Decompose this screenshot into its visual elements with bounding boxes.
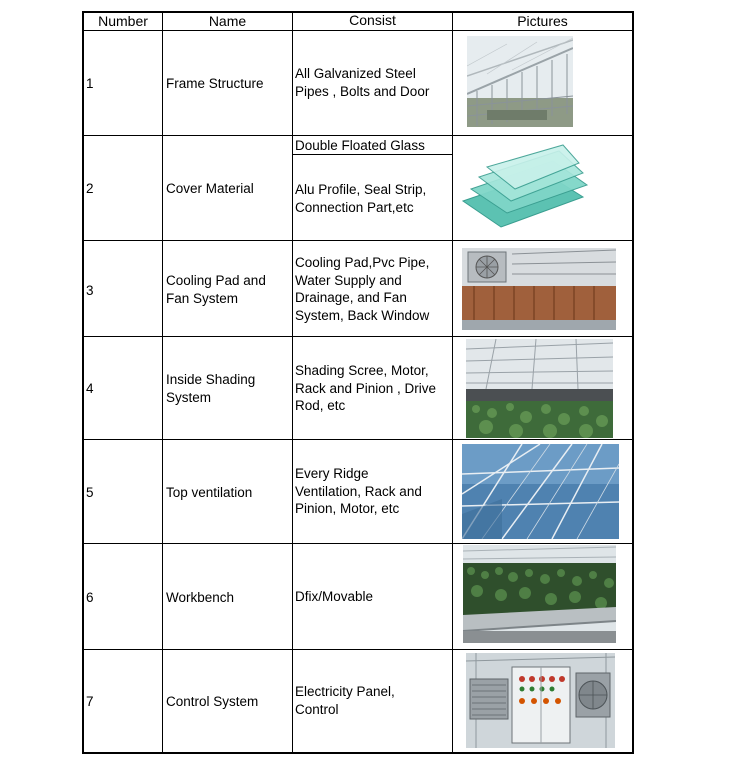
glass-panels-photo bbox=[459, 143, 589, 233]
row-number: 4 bbox=[86, 381, 94, 396]
column-divider bbox=[162, 11, 163, 754]
control-panel-photo bbox=[466, 653, 615, 748]
row-consist: Shading Scree, Motor, Rack and Pinion , Drive Rod, etc bbox=[295, 363, 437, 413]
row-number: 1 bbox=[86, 76, 94, 91]
header-pictures: Pictures bbox=[517, 13, 568, 29]
row-consist-top: Double Floated Glass bbox=[295, 138, 425, 153]
row-consist: Cooling Pad,Pvc Pipe, Water Supply and Drainage, and Fan System, Back Window bbox=[295, 255, 430, 323]
header-divider bbox=[82, 30, 634, 31]
column-divider bbox=[292, 11, 293, 754]
row-divider bbox=[82, 543, 634, 544]
cooling-pad-fan-photo bbox=[462, 248, 616, 330]
table-border-bottom bbox=[82, 752, 634, 754]
row-number: 3 bbox=[86, 283, 94, 298]
row-consist: Dfix/Movable bbox=[295, 589, 374, 604]
header-name: Name bbox=[208, 13, 247, 29]
row-name: Control System bbox=[166, 694, 259, 709]
row-number: 5 bbox=[86, 485, 94, 500]
table-border-left bbox=[82, 11, 84, 754]
row-divider bbox=[82, 336, 634, 337]
row-consist: Alu Profile, Seal Strip, Connection Part,etc bbox=[295, 182, 427, 215]
workbench-photo bbox=[463, 545, 616, 643]
row-name: Frame Structure bbox=[166, 76, 264, 91]
row-consist: All Galvanized Steel Pipes , Bolts and Door bbox=[295, 66, 430, 99]
row-number: 6 bbox=[86, 590, 94, 605]
row-divider bbox=[82, 439, 634, 440]
row-consist: Electricity Panel, Control bbox=[295, 684, 395, 717]
row-consist: Every Ridge Ventilation, Rack and Pinion, Motor, etc bbox=[295, 466, 422, 516]
row-number: 2 bbox=[86, 181, 94, 196]
row-name: Top ventilation bbox=[166, 485, 253, 500]
row-number: 7 bbox=[86, 694, 94, 709]
header-number: Number bbox=[98, 13, 148, 29]
inside-shading-photo bbox=[466, 339, 613, 438]
steel-frame-greenhouse-photo bbox=[467, 36, 573, 127]
roof-ventilation-photo bbox=[462, 444, 619, 539]
row-name: Cover Material bbox=[166, 181, 254, 196]
row-divider bbox=[82, 135, 634, 136]
row-name: Cooling Pad and Fan System bbox=[166, 273, 266, 306]
row-name: Workbench bbox=[166, 590, 235, 605]
table-border-right bbox=[632, 11, 634, 754]
column-divider bbox=[452, 11, 453, 754]
header-consist: Consist bbox=[349, 12, 396, 28]
row-divider bbox=[82, 240, 634, 241]
row-divider bbox=[82, 649, 634, 650]
row-name: Inside Shading System bbox=[166, 372, 256, 405]
